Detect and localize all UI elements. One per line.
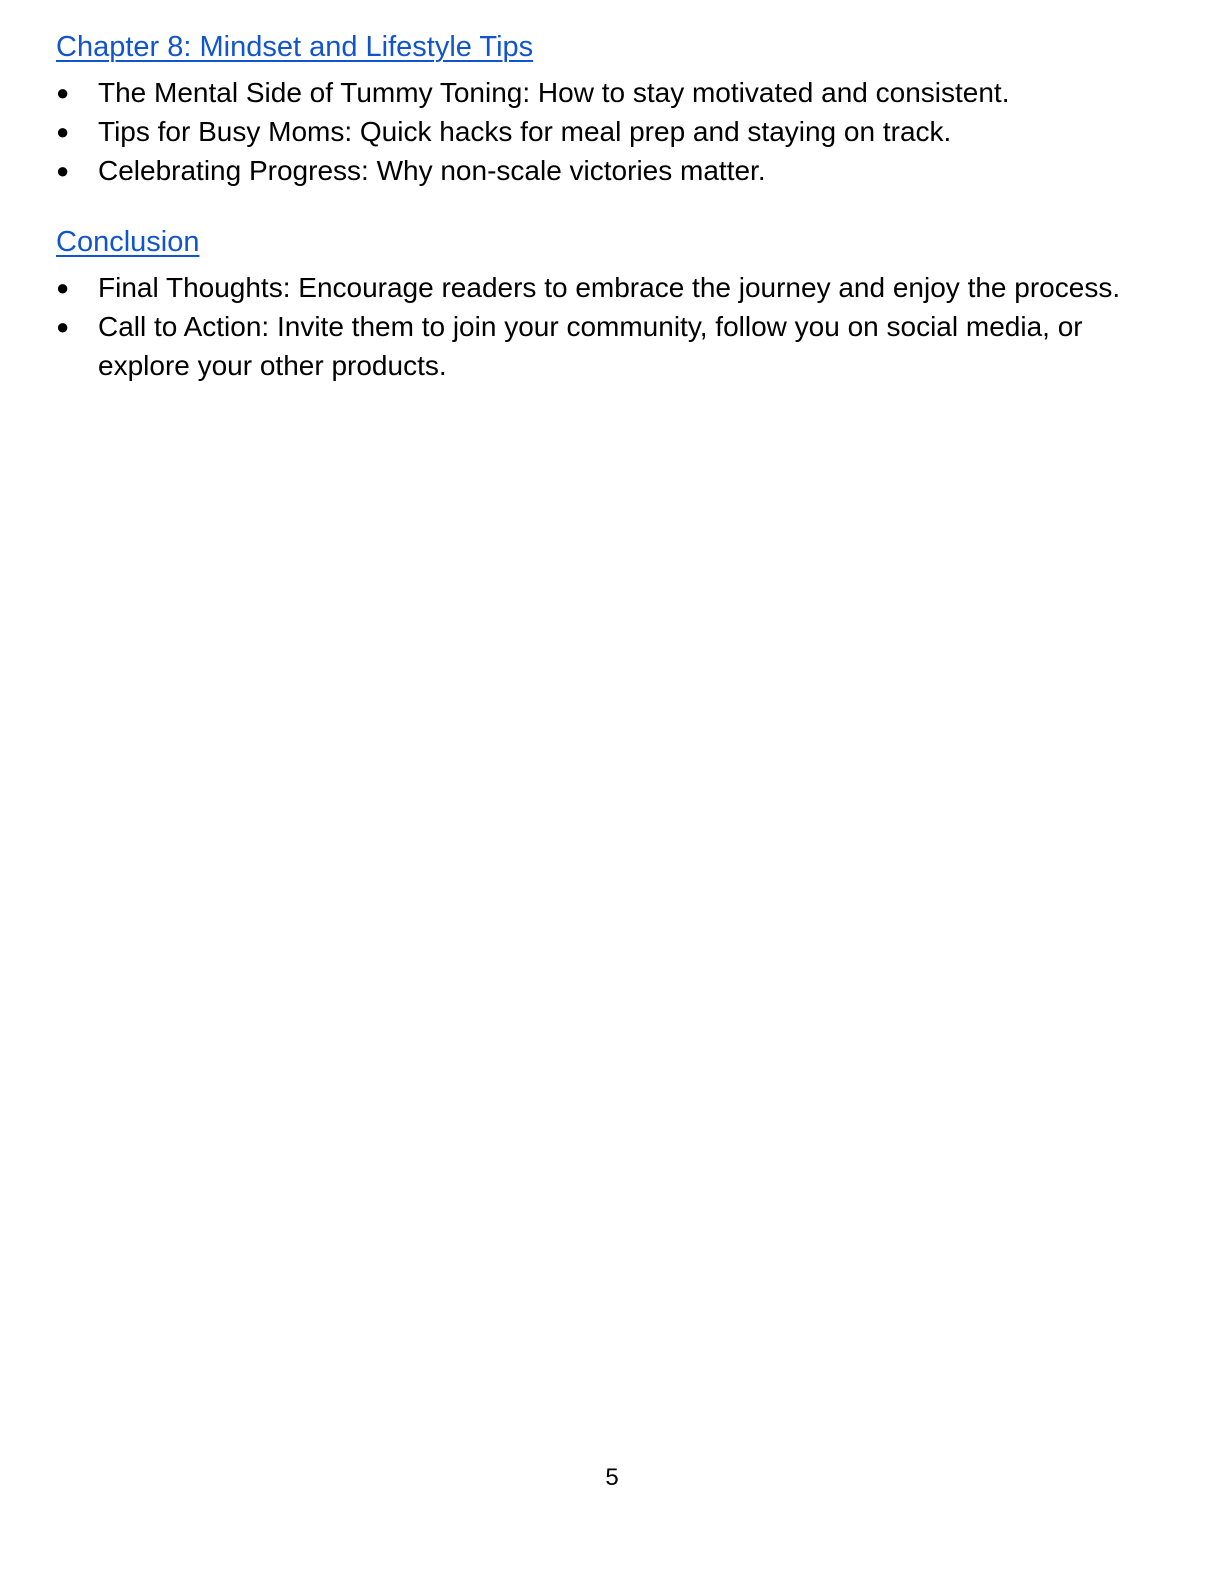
list-item: [56, 112, 1136, 151]
list-item: [56, 73, 1136, 112]
conclusion-heading-link[interactable]: Conclusion: [56, 226, 200, 258]
conclusion-bullet-list: [56, 268, 1136, 386]
chapter-8-heading-link[interactable]: Chapter 8: Mindset and Lifestyle Tips: [56, 31, 534, 63]
bullet-icon: ●: [56, 119, 70, 145]
chapter-8-bullet-list: [56, 73, 1136, 191]
list-item-text: Celebrating Progress: Why non-scale victories matter.: [98, 155, 766, 187]
bullet-icon: ●: [56, 275, 70, 300]
list-item-text: Tips for Busy Moms: Quick hacks for meal prep and staying on track.: [98, 116, 952, 148]
list-item-text: The Mental Side of Tummy Toning: How to stay motivated and consistent.: [98, 77, 1010, 108]
page-number: 5: [605, 1464, 619, 1491]
list-item: [56, 307, 1136, 385]
list-item-text: Call to Action: Invite them to join your community, follow you on social media, or explore your other products.: [98, 311, 1083, 382]
list-item: [56, 151, 1136, 190]
list-item: [56, 268, 1136, 307]
bullet-icon: ●: [56, 314, 70, 340]
bullet-icon: ●: [56, 80, 70, 105]
conclusion-section: [56, 222, 1136, 386]
chapter-8-section: [56, 27, 1136, 191]
bullet-icon: ●: [56, 158, 70, 184]
list-item-text: Final Thoughts: Encourage readers to embrace the journey and enjoy the process.: [98, 272, 1121, 303]
